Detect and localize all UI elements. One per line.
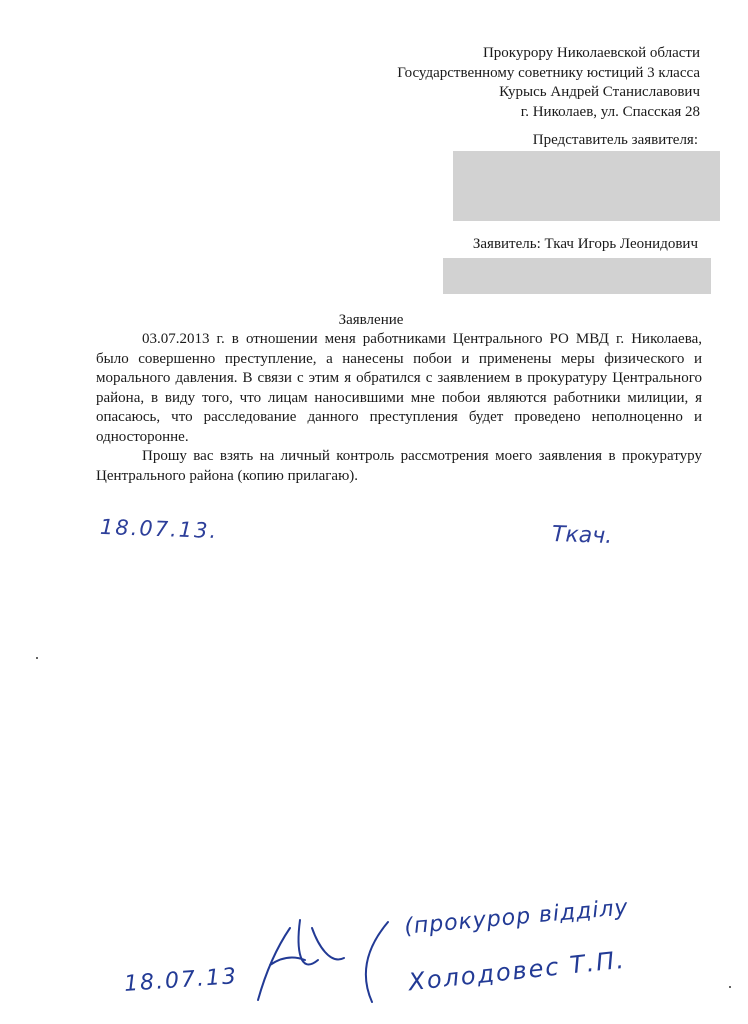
addressee-line: Прокурору Николаевской области	[482, 45, 700, 61]
addressee-line: Государственному советнику юстиций 3 класса	[397, 64, 700, 81]
document-body	[96, 330, 702, 486]
document-title-text: Заявление	[338, 312, 404, 328]
paragraph: Прошу вас взять на личный контроль рассмотрения моего заявления в прокуратуру Центрального района (копию прилагаю).	[96, 448, 702, 484]
scan-speck	[729, 986, 731, 988]
scan-speck	[36, 657, 38, 659]
document-title	[0, 312, 748, 329]
addressee-block	[397, 44, 700, 122]
applicant-line: Заявитель: Ткач Игорь Леонидович	[472, 236, 698, 252]
paragraph: 03.07.2013 г. в отношении меня работниками Центрального РО МВД г. Николаева, было совершенно преступление, а нанесены побои и применены меры физического и морального давления. В связи с этим я обратился с заявлением в прокуратуру Центрального района, в виду того, что лицам наносившими мне побои являются работники милиции, я опасаюсь, что расследование данного преступления будет проведено неполноценно и односторонне.	[96, 331, 702, 445]
addressee-line: г. Николаев, ул. Спасская 28	[520, 103, 700, 120]
handwritten-date: 18.07.13.	[99, 514, 219, 544]
addressee-line: Курысь Андрей Станиславович	[499, 84, 700, 100]
resolution-line: (прокурор відділу	[403, 895, 630, 940]
resolution-line: Холодовес Т.П.	[407, 945, 627, 997]
representative-label: Представитель заявителя:	[532, 132, 698, 148]
resolution-date: 18.07.13	[123, 964, 239, 997]
redaction-box	[453, 151, 720, 221]
handwritten-signature: Ткач.	[551, 521, 613, 550]
redaction-box	[443, 258, 711, 294]
